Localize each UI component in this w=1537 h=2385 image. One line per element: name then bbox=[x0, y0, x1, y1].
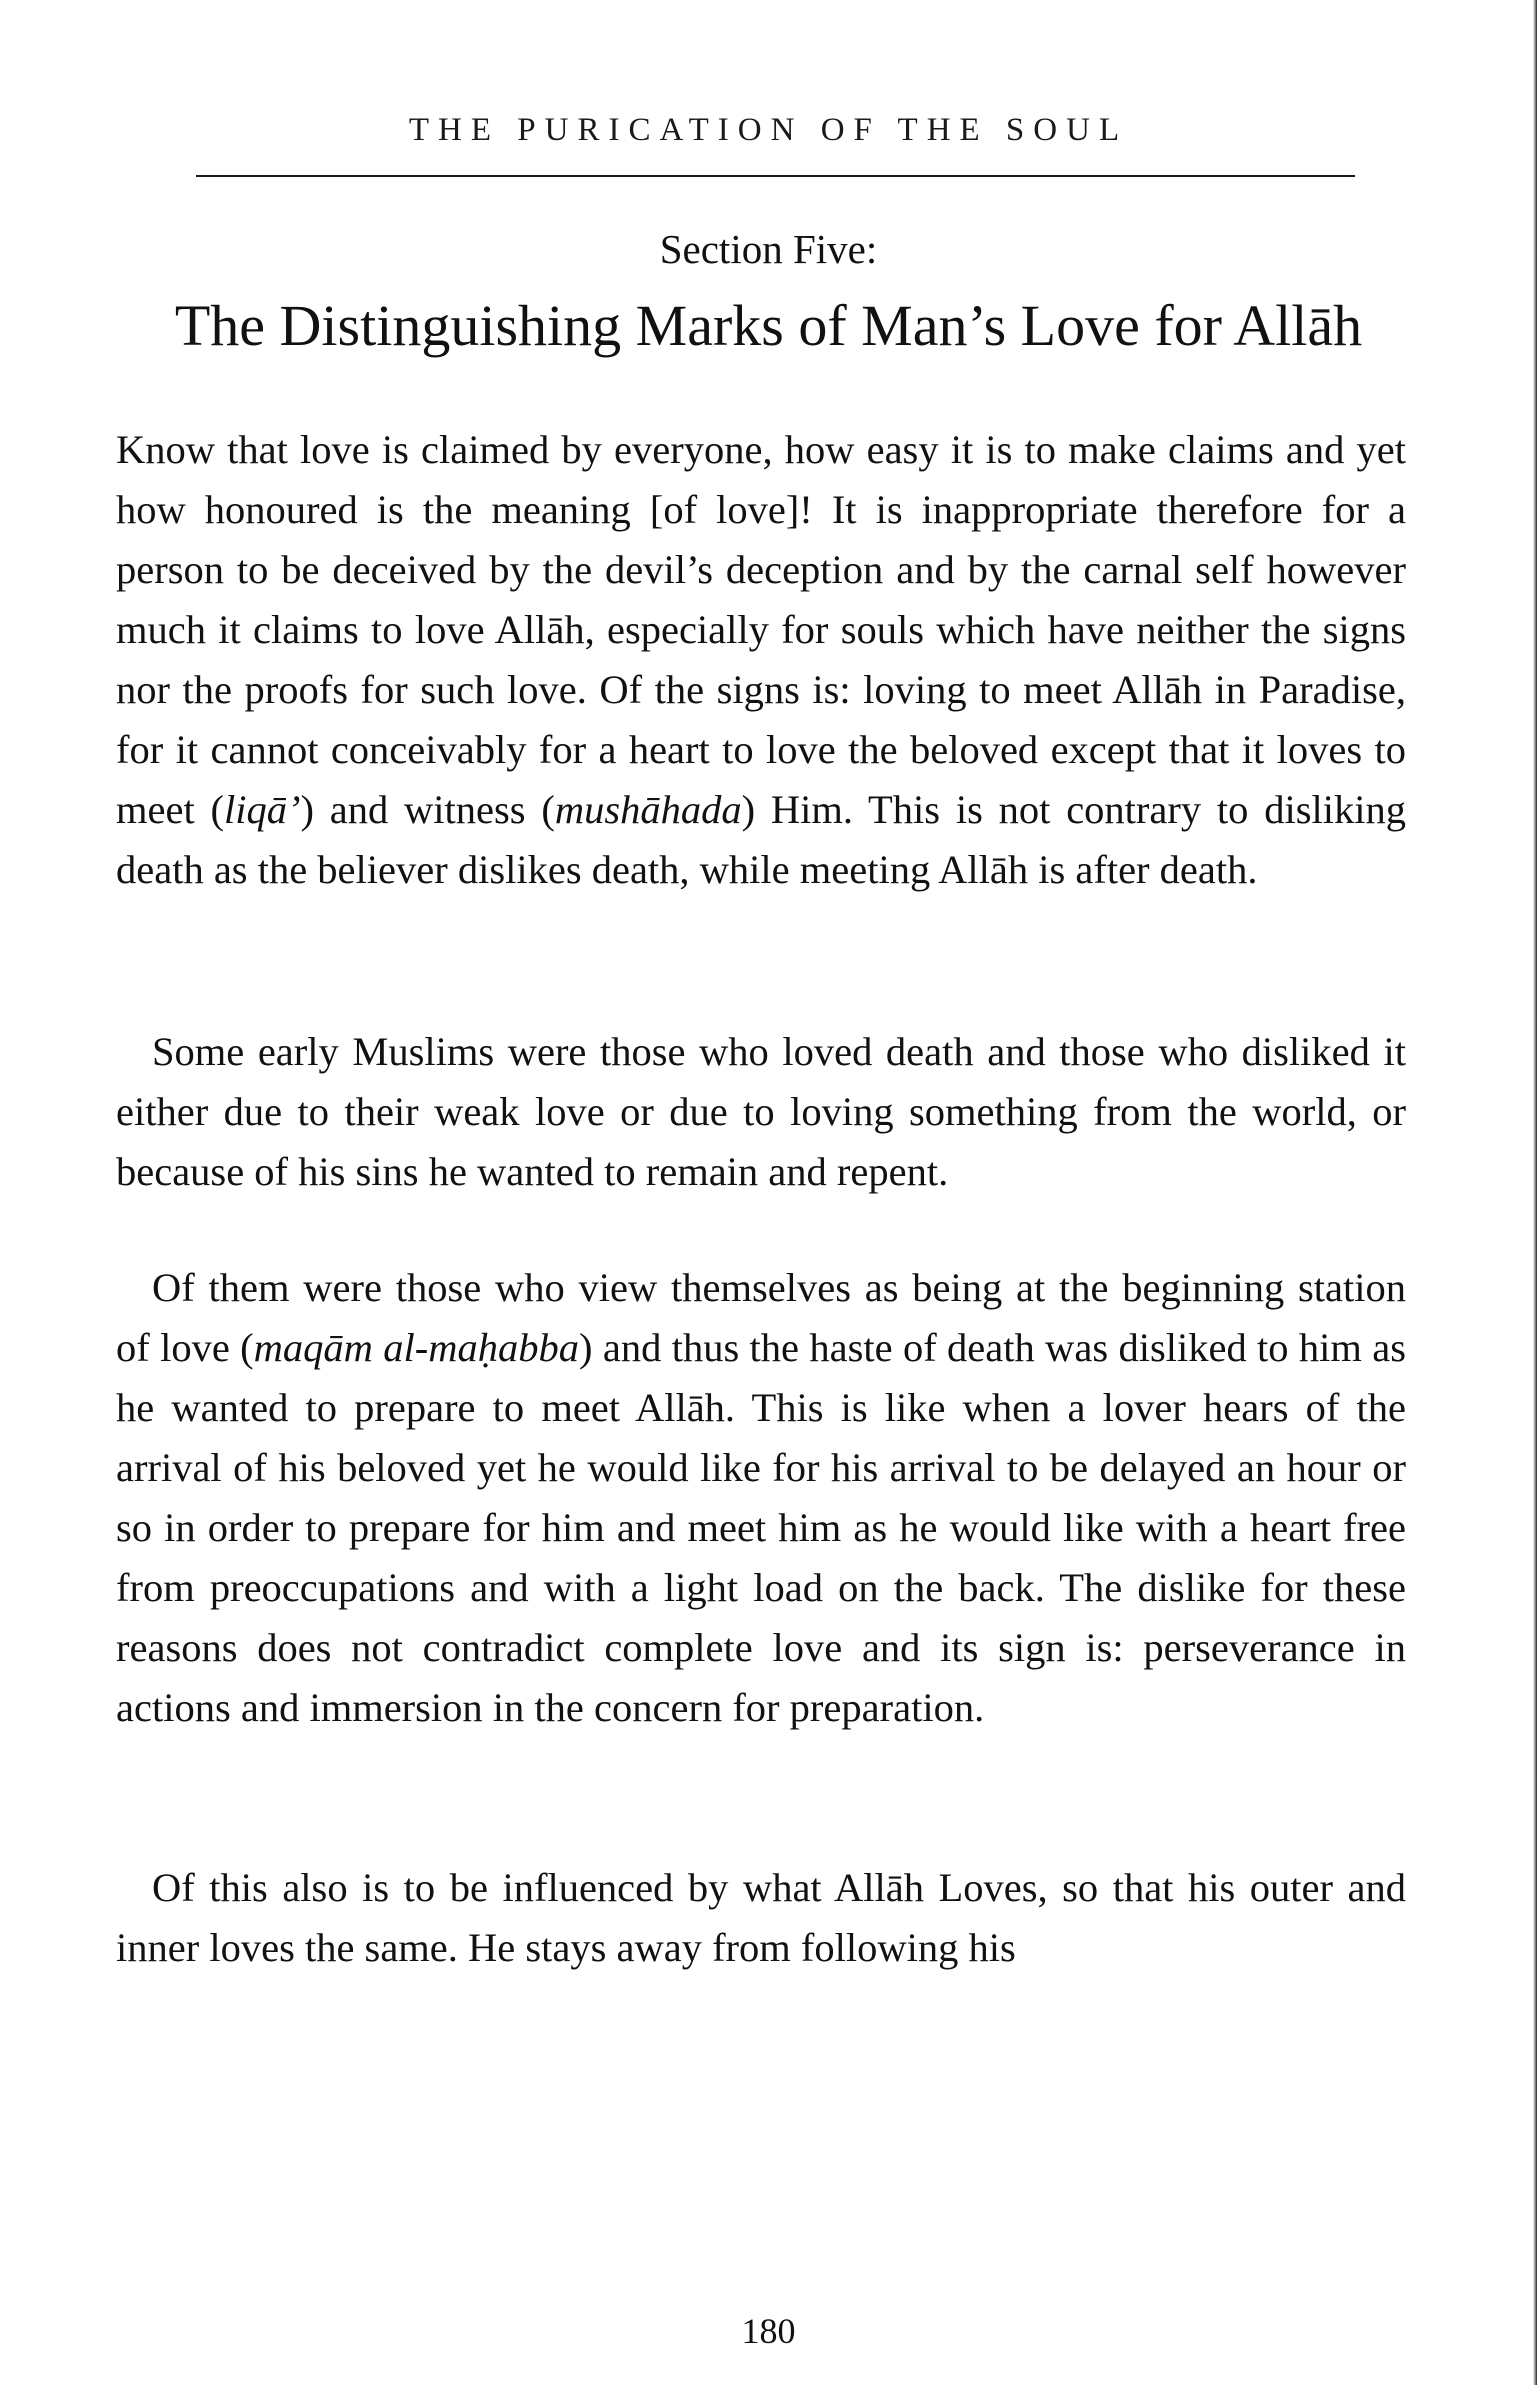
paragraph-3-text-b: ) and thus the haste of death was disliked to him as he wanted to prepare to meet Allāh. This is like when a lover hears of the arrival of his beloved yet he would like for his arrival to be delayed an hour or so in order to prepare for him and meet him as he would like with a heart free from preoccupations and with a light load on the back. The dislike for these reasons does not contradict complete love and its sign is: perseverance in actions and immersion in the concern for preparation. bbox=[116, 1325, 1407, 1730]
page-number: 180 bbox=[741, 2311, 796, 2351]
paragraph-1-text-b: ) and witness ( bbox=[300, 787, 555, 832]
running-header: THE PURICATION OF THE SOUL bbox=[408, 112, 1129, 148]
paragraph-2: Some early Muslims were those who loved death and those who disliked it either due to their weak love or due to loving something from the world, or because of his sins he wanted to remain and repent. bbox=[116, 1029, 1406, 1194]
section-label: Section Five: bbox=[659, 226, 878, 272]
paragraph-1 bbox=[116, 420, 1406, 900]
term-maqam-al-mahabba: maqām al-maḥabba bbox=[253, 1325, 580, 1370]
paragraph-1-text-c: ) Him. This is not contrary to disliking death as the believer dislikes death, while meeting Allāh is after death. bbox=[116, 787, 1406, 892]
paragraph-4: Of this also is to be influenced by what Allāh Loves, so that his outer and inner loves the same. He stays away from following his bbox=[116, 1865, 1406, 1970]
paragraph-1-text-a: Know that love is claimed by everyone, how easy it is to make claims and yet how honoured is the meaning [of love]! It is inappropriate therefore for a person to be deceived by the devil’s deception and by the carnal self however much it claims to love Allāh, especially for souls which have neither the signs nor the proofs for such love. Of the signs is: loving to meet Allāh in Paradise, for it cannot conceivably for a heart to love the beloved except that it loves to meet ( bbox=[116, 427, 1406, 832]
term-mushahada: mushāhada bbox=[554, 787, 742, 832]
section-title: The Distinguishing Marks of Man’s Love for Allāh bbox=[174, 293, 1363, 358]
term-liqa: liqā’ bbox=[224, 787, 301, 832]
paragraph-3 bbox=[116, 1258, 1406, 1738]
paragraph-3-text-a: Of them were those who view themselves as being at the beginning station of love ( bbox=[116, 1265, 1406, 1370]
header-rule bbox=[196, 175, 1355, 177]
